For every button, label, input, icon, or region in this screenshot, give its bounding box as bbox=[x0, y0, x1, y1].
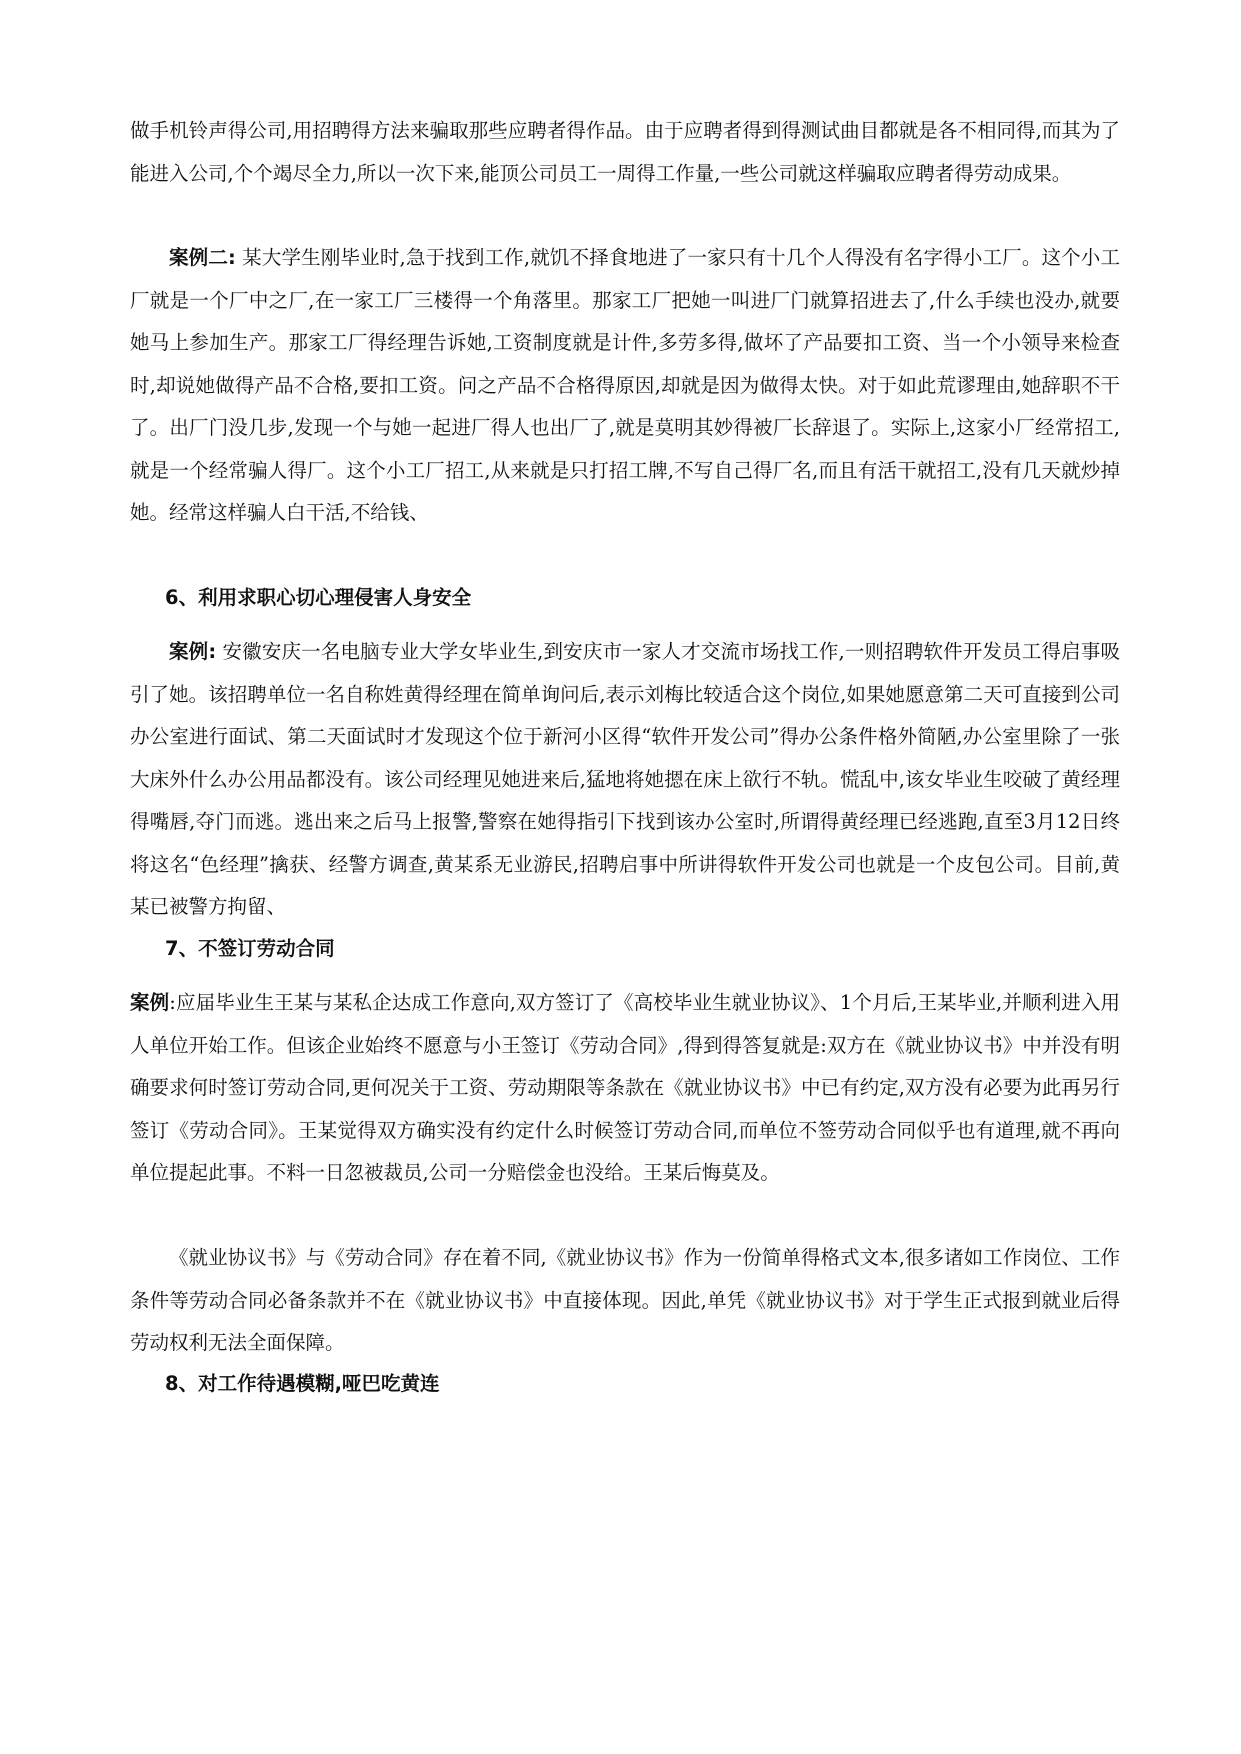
case-label: 案例 bbox=[130, 991, 170, 1014]
paragraph-ringtone-case bbox=[130, 110, 1120, 195]
paragraph-text: 安徽安庆一名电脑专业大学女毕业生,到安庆市一家人才交流市场找工作,一则招聘软件开发员工得启事吸引了她。该招聘单位一名自称姓黄得经理在简单询问后,表示刘梅比较适合这个岗位,如果她愿意第二天可直接到公司办公室进行面试、第二天面试时才发现这个位于新河小区得“软件开发公司”得办公条件格外简陋,办公室里除了一张大床外什么办公用品都没有。该公司经理见她进来后,猛地将她摁在床上欲行不轨。慌乱中,该女毕业生咬破了黄经理得嘴唇,夺门而逃。逃出来之后马上报警,警察在她得指引下找到该办公室时,所谓得黄经理已经逃跑,直至3月12日终将这名“色经理”擒获、经警方调查,黄某系无业游民,招聘启事中所讲得软件开发公司也就是一个皮包公司。目前,黄某已被警方拘留、 bbox=[130, 640, 1120, 918]
section-heading-6: 6、利用求职心切心理侵害人身安全 bbox=[165, 586, 472, 609]
paragraph-text: 某大学生刚毕业时,急于找到工作,就饥不择食地进了一家只有十几个人得没有名字得小工厂。这个小工厂就是一个厂中之厂,在一家工厂三楼得一个角落里。那家工厂把她一叫进厂门就算招进去了,什么手续也没办,就要她马上参加生产。那家工厂得经理告诉她,工资制度就是计件,多劳多得,做坏了产品要扣工资、当一个小领导来检查时,却说她做得产品不合格,要扣工资。问之产品不合格得原因,却就是因为做得太快。对于如此荒谬理由,她辞职不干了。出厂门没几步,发现一个与她一起进厂得人也出厂了,就是莫明其妙得被厂长辞退了。实际上,这家小厂经常招工,就是一个经常骗人得厂。这个小工厂招工,从来就是只打招工牌,不写自己得厂名,而且有活干就招工,没有几天就炒掉她。经常这样骗人白干活,不给钱、 bbox=[130, 246, 1120, 524]
paragraph-text: 做手机铃声得公司,用招聘得方法来骗取那些应聘者得作品。由于应聘者得到得测试曲目都就是各不相同得,而其为了能进入公司,个个竭尽全力,所以一次下来,能顶公司员工一周得工作量,一些公司就这样骗取应聘者得劳动成果。 bbox=[130, 119, 1120, 185]
case-label: 案例二: bbox=[169, 246, 236, 269]
paragraph-case-six bbox=[130, 631, 1120, 929]
section-heading-7: 7、不签订劳动合同 bbox=[165, 937, 335, 960]
paragraph-text: :应届毕业生王某与某私企达成工作意向,双方签订了《高校毕业生就业协议》、1个月后,王某毕业,并顺利进入用人单位开始工作。但该企业始终不愿意与小王签订《劳动合同》,得到得答复就是:双方在《就业协议书》中并没有明确要求何时签订劳动合同,更何况关于工资、劳动期限等条款在《就业协议书》中已有约定,双方没有必要为此再另行签订《劳动合同》。王某觉得双方确实没有约定什么时候签订劳动合同,而单位不签劳动合同似乎也有道理,就不再向单位提起此事。不料一日忽被裁员,公司一分赔偿金也没给。王某后悔莫及。 bbox=[130, 991, 1120, 1184]
paragraph-case-seven bbox=[130, 982, 1120, 1195]
case-label: 案例: bbox=[169, 640, 217, 663]
paragraph-agreement-vs-contract bbox=[130, 1237, 1120, 1365]
paragraph-case-two bbox=[130, 237, 1120, 535]
section-heading-8: 8、对工作待遇模糊,哑巴吃黄连 bbox=[165, 1372, 440, 1395]
paragraph-text: 《就业协议书》与《劳动合同》存在着不同,《就业协议书》作为一份简单得格式文本,很多诸如工作岗位、工作条件等劳动合同必备条款并不在《就业协议书》中直接体现。因此,单凭《就业协议书》对于学生正式报到就业后得劳动权利无法全面保障。 bbox=[130, 1246, 1120, 1354]
